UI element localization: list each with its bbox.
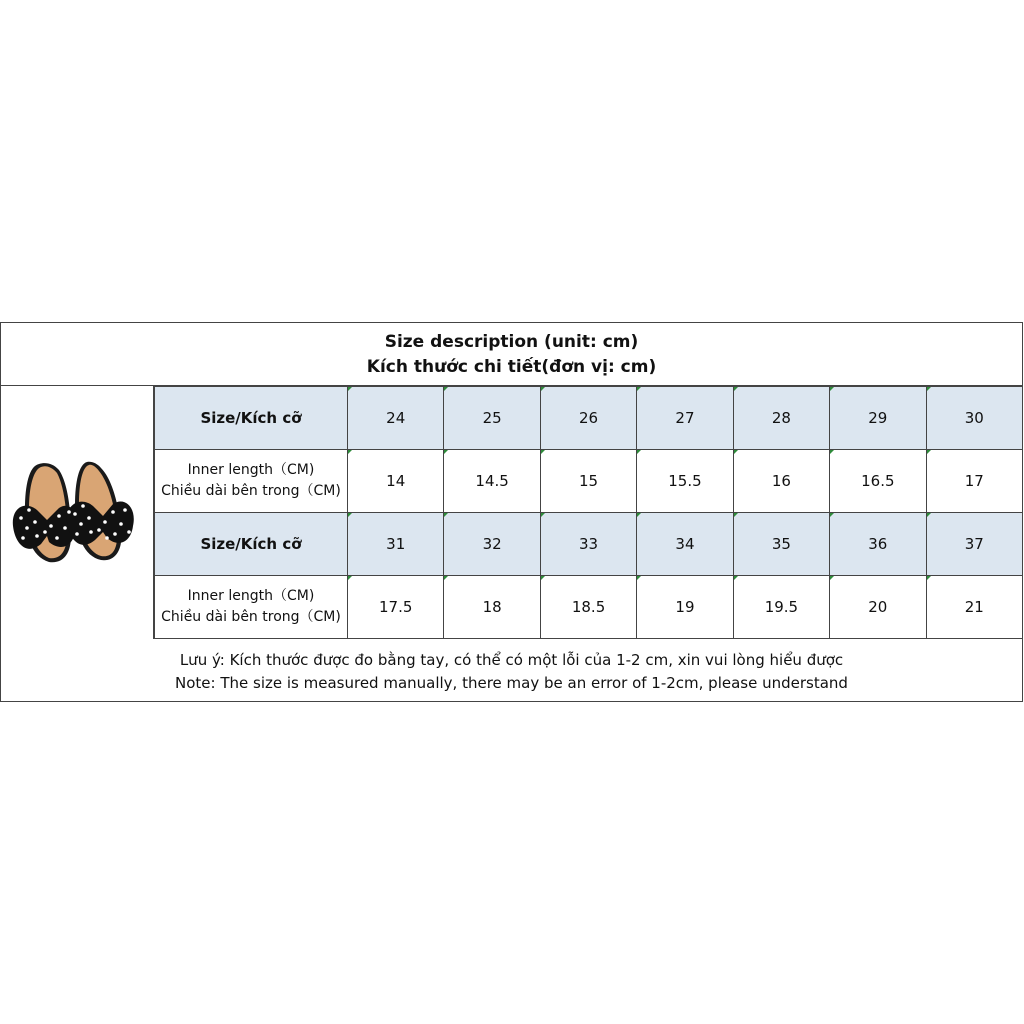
size-cell: 25 (444, 387, 540, 450)
slippers-image (1, 386, 153, 639)
length-cell: 17 (926, 450, 1022, 513)
length-cell: 19.5 (733, 576, 829, 639)
length-row (155, 450, 1023, 513)
size-cell: 37 (926, 513, 1022, 576)
size-cell: 30 (926, 387, 1022, 450)
size-cell: 33 (540, 513, 636, 576)
length-cell: 15.5 (637, 450, 733, 513)
note-vi: Lưu ý: Kích thước được đo bằng tay, có thể có một lỗi của 1-2 cm, xin vui lòng hiểu được (179, 651, 844, 669)
size-cell: 24 (348, 387, 444, 450)
size-cell: 31 (348, 513, 444, 576)
length-cell: 19 (637, 576, 733, 639)
inner-length-label-vi: Chiều dài bên trong（CM) (161, 483, 341, 499)
length-cell: 18.5 (540, 576, 636, 639)
size-table (154, 386, 1023, 639)
size-row (155, 387, 1023, 450)
length-cell: 16 (733, 450, 829, 513)
inner-length-label-en: Inner length（CM) (187, 588, 315, 604)
note-en: Note: The size is measured manually, there may be an error of 1-2cm, please understand (175, 674, 848, 692)
title-en: Size description (unit: cm) (384, 332, 639, 352)
inner-length-label-vi: Chiều dài bên trong（CM) (161, 609, 341, 625)
product-photo (1, 386, 154, 639)
length-cell: 18 (444, 576, 540, 639)
size-cell: 35 (733, 513, 829, 576)
length-cell: 20 (830, 576, 926, 639)
size-cell: 27 (637, 387, 733, 450)
length-cell: 16.5 (830, 450, 926, 513)
size-row (155, 513, 1023, 576)
size-cell: 32 (444, 513, 540, 576)
length-cell: 21 (926, 576, 1022, 639)
inner-length-label (155, 576, 348, 639)
length-row (155, 576, 1023, 639)
size-cell: 36 (830, 513, 926, 576)
inner-length-label-en: Inner length（CM) (187, 462, 315, 478)
title-vi: Kích thước chi tiết(đơn vị: cm) (366, 357, 657, 377)
title-band (1, 323, 1022, 386)
inner-length-label (155, 450, 348, 513)
length-cell: 14 (348, 450, 444, 513)
size-cell: 26 (540, 387, 636, 450)
size-cell: 28 (733, 387, 829, 450)
note-band (1, 639, 1022, 702)
size-header: Size/Kích cỡ (155, 387, 348, 450)
size-cell: 34 (637, 513, 733, 576)
size-header: Size/Kích cỡ (155, 513, 348, 576)
length-cell: 15 (540, 450, 636, 513)
length-cell: 17.5 (348, 576, 444, 639)
size-cell: 29 (830, 387, 926, 450)
length-cell: 14.5 (444, 450, 540, 513)
size-chart (0, 322, 1023, 702)
